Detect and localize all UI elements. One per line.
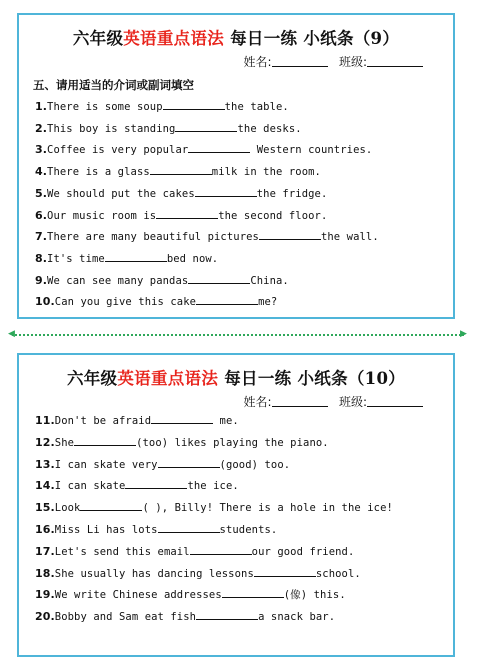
card-title — [19, 25, 453, 49]
answer-blank[interactable] — [190, 544, 252, 555]
question-text-before: We write Chinese addresses — [54, 589, 222, 602]
question-text-before: She — [54, 436, 75, 449]
answer-blank[interactable] — [188, 273, 250, 284]
question-number: 20. — [35, 610, 55, 624]
question-text-after: (too) likes playing the piano. — [136, 436, 329, 449]
title-prefix: 六年级 — [66, 369, 118, 388]
question-text-after: students. — [219, 524, 278, 536]
answer-blank[interactable] — [196, 294, 258, 305]
question-item — [35, 522, 277, 536]
question-number: 16. — [35, 523, 55, 536]
question-item — [35, 273, 289, 287]
question-text-after: Western countries. — [250, 144, 373, 157]
question-text-before: There is a glass — [47, 166, 150, 179]
question-text-before: Miss Li has lots — [54, 524, 158, 536]
question-text-after: bed now. — [166, 252, 219, 265]
question-text-after: China. — [250, 274, 289, 287]
question-text-before: We should put the cakes — [47, 187, 195, 200]
question-number: 7. — [35, 230, 48, 244]
question-number: 17. — [35, 544, 55, 558]
worksheet-card-10 — [17, 353, 455, 657]
name-label: 姓名: — [243, 55, 272, 69]
question-text-after: our good friend. — [251, 545, 355, 558]
question-number: 2. — [35, 121, 48, 135]
question-text-after: the table. — [224, 101, 289, 113]
answer-blank[interactable] — [254, 566, 316, 577]
question-number: 10. — [35, 295, 55, 309]
question-item — [35, 478, 239, 492]
question-item — [35, 566, 361, 580]
question-text-before: She usually has dancing lessons — [54, 567, 254, 580]
answer-blank[interactable] — [80, 500, 142, 511]
answer-blank[interactable] — [74, 435, 136, 446]
question-text-before: Let's send this email — [54, 545, 190, 558]
question-text-before: This boy is standing — [47, 122, 176, 135]
answer-blank[interactable] — [188, 142, 250, 153]
question-item — [35, 435, 329, 449]
question-item — [35, 587, 346, 602]
question-item — [35, 609, 335, 623]
question-text-before: I can skate very — [54, 458, 158, 471]
answer-blank[interactable] — [150, 164, 212, 175]
question-item — [35, 121, 302, 135]
question-number: 15. — [35, 501, 55, 515]
question-text-before: We can see many pandas — [47, 274, 189, 287]
question-item — [35, 208, 327, 222]
question-text-before: Look — [54, 502, 81, 515]
question-item — [35, 457, 290, 471]
question-item — [35, 413, 239, 427]
question-number: 1. — [35, 100, 48, 113]
answer-blank[interactable] — [163, 99, 225, 110]
answer-blank[interactable] — [195, 186, 257, 197]
answer-blank[interactable] — [196, 609, 258, 620]
answer-blank[interactable] — [105, 251, 167, 262]
question-item — [35, 164, 321, 178]
question-text-after: the wall. — [320, 231, 379, 244]
answer-blank[interactable] — [222, 587, 284, 598]
question-number: 4. — [35, 165, 48, 179]
answer-blank[interactable] — [175, 121, 237, 132]
name-class-line — [243, 53, 423, 70]
question-text-after: a snack bar. — [258, 611, 336, 624]
dotted-divider — [12, 334, 464, 336]
question-text-after: milk in the room. — [211, 166, 321, 179]
title-highlight: 英语重点语法 — [117, 369, 219, 388]
question-number: 14. — [35, 479, 55, 493]
question-number: 11. — [35, 414, 55, 427]
section-heading: 五、请用适当的介词或副词填空 — [33, 78, 194, 92]
question-number: 5. — [35, 186, 48, 200]
question-number: 13. — [35, 457, 55, 471]
class-label: 班级: — [338, 395, 367, 409]
question-text-after: the second floor. — [218, 209, 328, 222]
question-number: 19. — [35, 588, 55, 602]
answer-blank[interactable] — [151, 413, 213, 424]
question-item — [35, 99, 289, 113]
name-class-line — [243, 393, 423, 410]
answer-blank[interactable] — [125, 478, 187, 489]
answer-blank[interactable] — [158, 457, 220, 468]
question-text-after: (像) this. — [283, 589, 346, 602]
name-blank[interactable] — [272, 394, 328, 407]
question-text-before: Can you give this cake — [54, 296, 197, 309]
question-item — [35, 186, 327, 200]
arrow-left-icon: ◀ — [8, 329, 15, 339]
question-text-after: school. — [315, 567, 361, 580]
question-text-after: me. — [213, 415, 239, 427]
worksheet-card-9 — [17, 13, 455, 319]
name-label: 姓名: — [243, 395, 272, 409]
question-text-after: the desks. — [237, 122, 302, 135]
class-blank[interactable] — [367, 394, 423, 407]
question-text-before: Coffee is very popular — [47, 144, 189, 157]
question-text-before: There are many beautiful pictures — [47, 231, 259, 244]
title-prefix: 六年级 — [72, 29, 124, 48]
question-number: 9. — [35, 273, 48, 287]
card-title — [19, 365, 453, 389]
question-item — [35, 544, 354, 558]
question-text-before: It's time — [47, 252, 105, 265]
answer-blank[interactable] — [158, 522, 220, 533]
title-highlight: 英语重点语法 — [123, 29, 225, 48]
question-item — [35, 500, 393, 514]
question-text-after: (good) too. — [219, 458, 291, 471]
name-blank[interactable] — [272, 54, 328, 67]
question-text-before: Our music room is — [47, 209, 157, 222]
arrow-right-icon: ▶ — [460, 329, 467, 339]
class-label: 班级: — [338, 55, 367, 69]
title-suffix: 每日一练 小纸条（9） — [230, 29, 400, 48]
question-number: 8. — [35, 251, 48, 265]
answer-blank[interactable] — [259, 229, 321, 240]
question-text-before: Bobby and Sam eat fish — [54, 611, 197, 624]
question-text-before: There is some soup — [47, 101, 163, 113]
class-blank[interactable] — [367, 54, 423, 67]
question-text-after: ( ), Billy! There is a hole in the ice! — [142, 502, 393, 515]
question-number: 6. — [35, 208, 48, 222]
answer-blank[interactable] — [156, 208, 218, 219]
question-text-before: Don't be afraid — [54, 415, 152, 427]
question-item — [35, 229, 379, 243]
question-number: 12. — [35, 435, 55, 449]
question-text-after: me? — [258, 296, 278, 309]
question-text-after: the fridge. — [256, 187, 328, 200]
title-suffix: 每日一练 小纸条（10） — [224, 369, 406, 388]
question-text-before: I can skate — [54, 480, 126, 493]
question-item — [35, 251, 218, 265]
question-item — [35, 142, 372, 156]
question-number: 18. — [35, 566, 55, 580]
question-number: 3. — [35, 143, 48, 157]
question-text-after: the ice. — [187, 480, 239, 493]
question-item — [35, 294, 277, 308]
